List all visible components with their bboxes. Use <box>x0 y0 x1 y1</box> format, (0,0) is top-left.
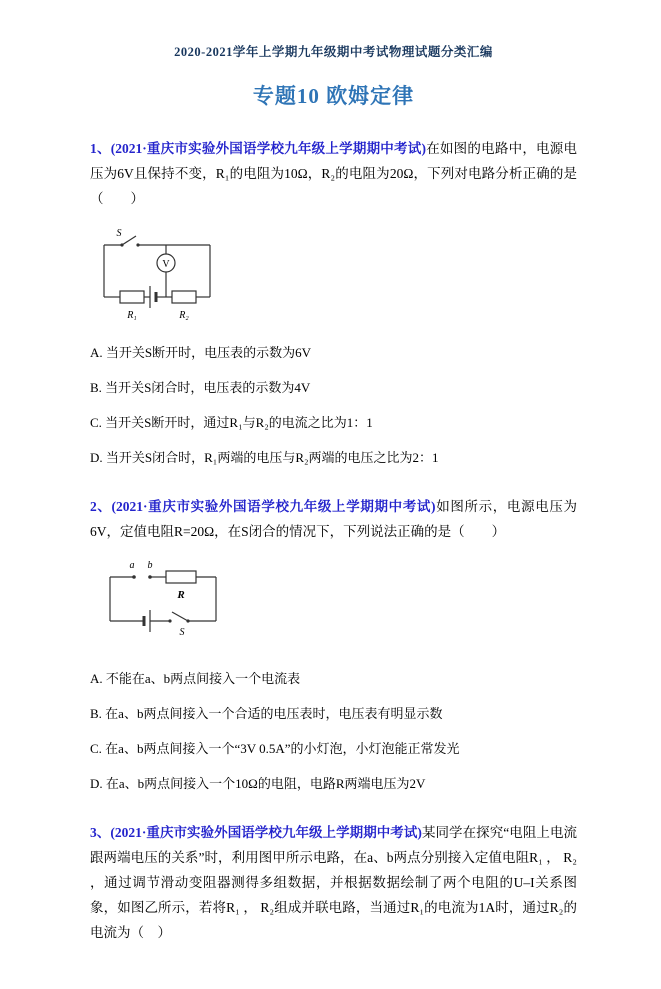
question-1-stem <box>90 136 577 211</box>
question-3 <box>90 820 577 945</box>
resistor-r2 <box>172 291 196 303</box>
switch-label: S <box>116 227 122 239</box>
circuit-diagram-1 <box>92 225 577 328</box>
option-b: B. 当开关S闭合时，电压表的示数为4V <box>90 379 311 395</box>
page-title: 专题10 欧姆定律 <box>252 84 415 108</box>
question-1-options <box>90 343 577 468</box>
option-a: A. 当开关S断开时，电压表的示数为6V <box>90 344 312 360</box>
resistor-r1-label: R₁ <box>127 309 137 321</box>
question-2-source: 2、(2021·重庆市实验外国语学校九年级上学期期中考试) <box>90 498 436 514</box>
resistor-r <box>166 571 196 583</box>
question-2-stem <box>90 494 577 544</box>
terminal-a <box>132 575 136 579</box>
terminal-a-label: a <box>129 560 135 571</box>
option-c: C. 当开关S断开时，通过R₁与R₂的电流之比为1：1 <box>90 414 373 430</box>
battery-icon <box>150 286 156 308</box>
option-b: B. 在a、b两点间接入一个合适的电压表时，电压表有明显示数 <box>90 706 443 721</box>
switch-icon <box>117 228 140 247</box>
voltmeter-label: V <box>162 258 170 270</box>
option-a: A. 不能在a、b两点间接入一个电流表 <box>90 671 301 686</box>
switch-blade <box>122 236 136 245</box>
circuit-1-svg <box>92 225 224 323</box>
question-2-text: 如图所示，电源电压为6V，定值电阻R=20Ω，在S闭合的情况下，下列说法正确的是（ ） <box>90 498 578 539</box>
option-c: C. 在a、b两点间接入一个“3V 0.5A”的小灯泡，小灯泡能正常发光 <box>90 741 460 756</box>
voltmeter-icon <box>157 245 175 297</box>
terminal-b-label: b <box>147 560 153 571</box>
switch-label: S <box>179 627 185 638</box>
question-1-source: 1、(2021·重庆市实验外国语学校九年级上学期期中考试) <box>90 141 426 156</box>
option-d: D. 当开关S闭合时，R₁两端的电压与R₂两端的电压之比为2：1 <box>90 449 439 465</box>
circuit-diagram-2 <box>98 557 577 654</box>
document-header: 2020-2021学年上学期九年级期中考试物理试题分类汇编 <box>174 45 493 59</box>
circuit-2-svg <box>98 557 230 649</box>
resistor-r2-label: R₂ <box>179 309 189 321</box>
resistor-r-label: R <box>177 589 185 601</box>
option-d: D. 在a、b两点间接入一个10Ω的电阻，电路R两端电压为2V <box>90 776 426 791</box>
battery-icon <box>144 610 150 632</box>
question-2 <box>90 494 577 795</box>
question-3-source: 3、(2021·重庆市实验外国语学校九年级上学期期中考试) <box>90 825 422 840</box>
switch-contact <box>136 243 139 246</box>
question-3-text: 某同学在探究“电阻上电流跟两端电压的关系”时，利用图甲所示电路，在a、b两点分别接入定值电阻R₁ ， R₂ ，通过调节滑动变阻器测得多组数据，并根据数据绘制了两个电阻的U–I关系图象，如图乙所示，若将R₁ ， R₂组成并联电路，当通过R₁的电流为1A时，通过R₂的电流为（ ） <box>90 825 577 940</box>
switch-icon <box>168 612 189 638</box>
switch-blade <box>172 612 188 621</box>
question-1-text: 在如图的电路中，电源电压为6V且保持不变，R₁的电阻为10Ω，R₂的电阻为20Ω，下列对电路分析正确的是（ ） <box>90 141 578 206</box>
resistor-r1 <box>120 291 144 303</box>
question-1 <box>90 136 577 468</box>
question-3-stem <box>90 820 577 945</box>
question-2-options <box>90 669 577 794</box>
